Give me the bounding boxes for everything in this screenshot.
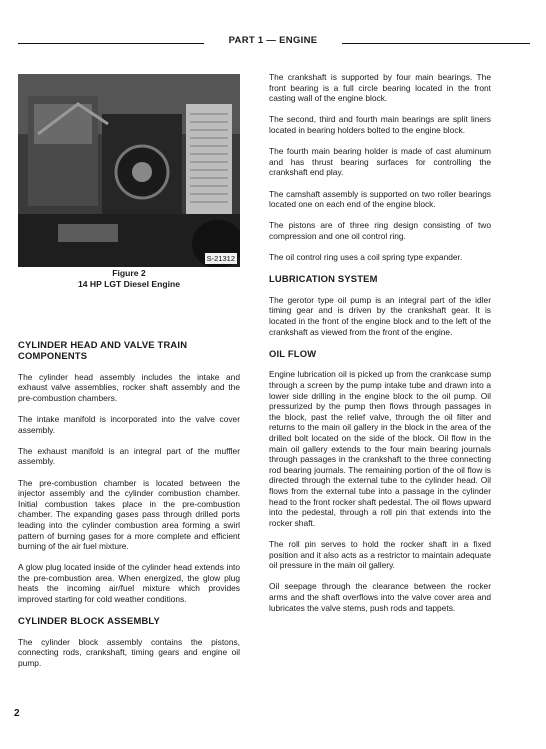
- engine-photo-illustration: [18, 74, 240, 267]
- figure-title: 14 HP LGT Diesel Engine: [77, 279, 181, 289]
- paragraph: The pre-combustion chamber is located between the injector assembly and the cylinder combustion chamber. Initial combustion takes place in the pre-combustion chamber. The expanding gases pass through drilled ports leading into the cylinder combustion area forming a swirl pattern of burning gases for a more complete and efficient burning of the air fuel mixture.: [18, 477, 240, 552]
- paragraph: A glow plug located inside of the cylinder head extends into the pre-combustion area. When energized, the glow plug heats the incoming air/fuel mixture which provides improved starting for cold weather conditions.: [18, 562, 240, 605]
- paragraph: The pistons are of three ring design consisting of two compression and one oil control ring.: [269, 220, 491, 241]
- header-rule-right: [342, 43, 530, 44]
- figure-id: S-21312: [206, 254, 235, 263]
- page-number: 2: [14, 708, 20, 719]
- header-title: PART 1 — ENGINE: [228, 35, 318, 46]
- engine-photo: [18, 74, 240, 267]
- section-heading: CYLINDER HEAD AND VALVE TRAIN COMPONENTS: [18, 339, 188, 361]
- section-heading: CYLINDER BLOCK ASSEMBLY: [18, 615, 160, 627]
- paragraph: The cylinder head assembly includes the intake and exhaust valve assemblies, rocker shaft assembly and the pre-combustion chambers.: [18, 371, 240, 403]
- paragraph: Engine lubrication oil is picked up from the crankcase sump through a screen by the pump intake tube and drawn into a lower side drilling in the engine block to the oil pump. Oil pressurized by the pump then flows through passages in the block, past the relief valve, through the oil filter and returns to the main oil gallery in the block in the area of the drilled bolt located on the side of the block. Oil flow in the main oil gallery extends to the four main bearing journals through passages in the crankshaft to the three connecting rod bearing journals. The remaining portion of the oil flow is directed through the external tube to the cylinder head. Oil flows from the external tube into a passage in the cylinder head to the front rocker shaft pedestal. The oil flows upward into the pedestal, through a roll pin that extends into the rocker shaft.: [269, 369, 491, 528]
- figure-number: Figure 2: [112, 268, 146, 278]
- paragraph: The intake manifold is incorporated into the valve cover assembly.: [18, 413, 240, 435]
- section-heading: OIL FLOW: [269, 347, 317, 359]
- section-heading: LUBRICATION SYSTEM: [269, 273, 378, 285]
- left-column: [18, 339, 240, 679]
- paragraph: The exhaust manifold is an integral part of the muffler assembly.: [18, 445, 240, 467]
- paragraph: Oil seepage through the clearance between the rocker arms and the shaft overflows into the valve cover area and lubricates the valve stems, push rods and tappets.: [269, 581, 491, 613]
- paragraph: The cylinder block assembly contains the pistons, connecting rods, crankshaft, timing gears and engine oil pump.: [18, 636, 240, 669]
- paragraph: The fourth main bearing holder is made of cast aluminum and has thrust bearing surfaces for controlling the crankshaft end play.: [269, 146, 491, 178]
- paragraph: The second, third and fourth main bearings are split liners located in bearing holders bolted to the engine block.: [269, 114, 491, 135]
- header-rule-left: [18, 43, 204, 44]
- paragraph: The gerotor type oil pump is an integral part of the idler timing gear and is driven by the crankshaft gear. It is located in the front of the engine block and to the left of the crankshaft as viewed from the front of the engine.: [269, 294, 491, 337]
- paragraph: The roll pin serves to hold the rocker shaft in a fixed position and it also acts as a restrictor to maintain adequate oil pressure in the main oil gallery.: [269, 538, 491, 571]
- paragraph: The crankshaft is supported by four main bearings. The front bearing is a full circle bearing located in the front casting wall of the engine block.: [269, 72, 491, 104]
- figure-caption: [18, 268, 240, 290]
- right-column: [269, 72, 491, 624]
- section-header: [0, 34, 546, 52]
- paragraph: The camshaft assembly is supported on two roller bearings located one on each end of the engine block.: [269, 188, 491, 210]
- paragraph: The oil control ring uses a coil spring type expander.: [269, 252, 463, 263]
